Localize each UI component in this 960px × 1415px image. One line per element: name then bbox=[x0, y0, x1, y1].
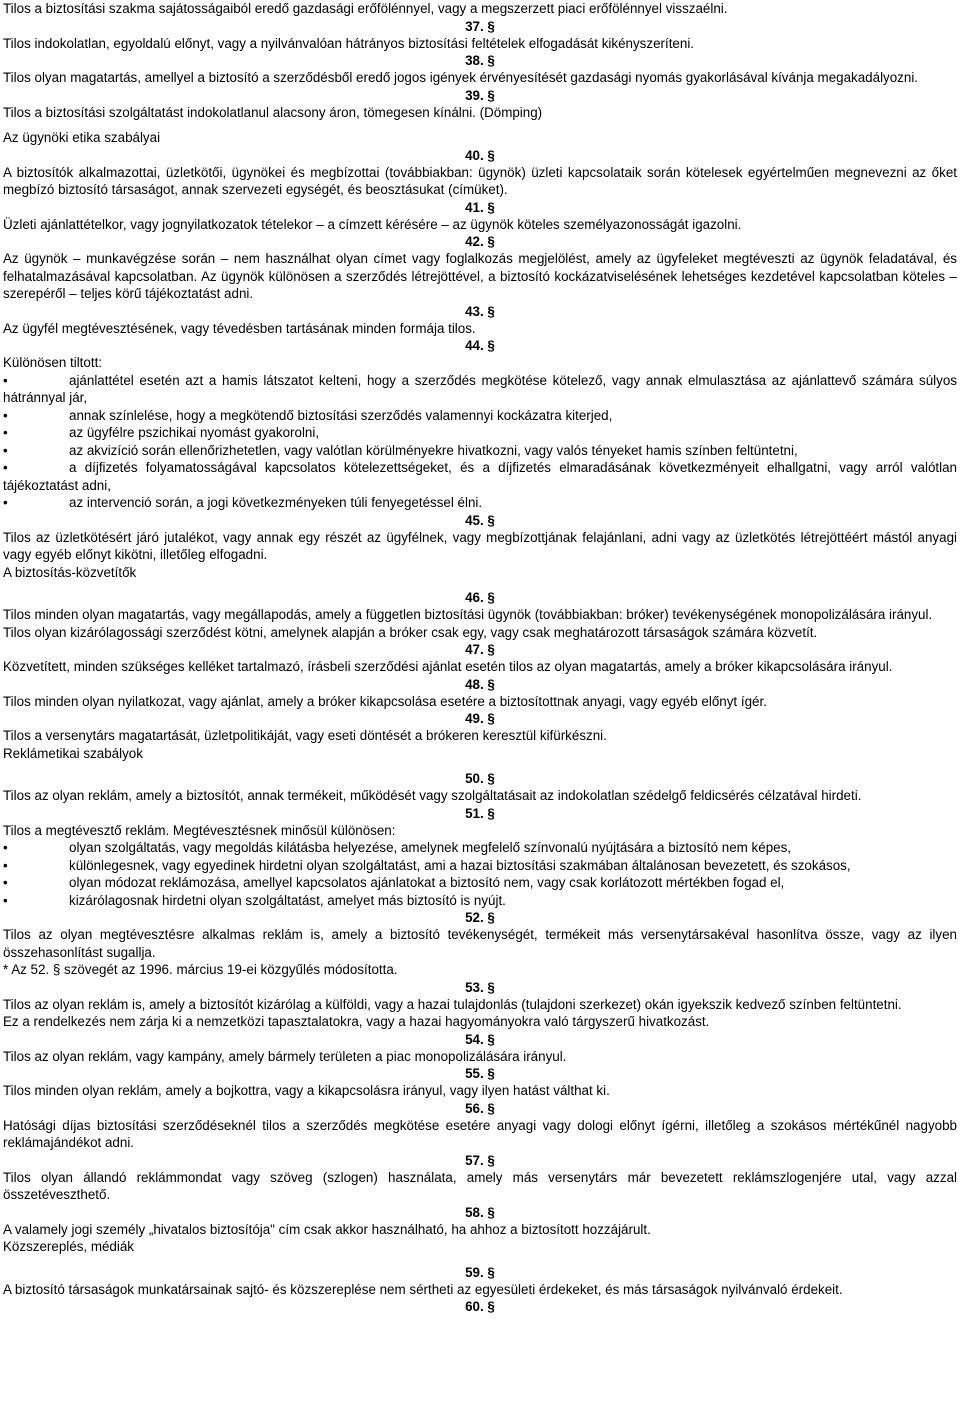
text: 59. § bbox=[465, 1264, 495, 1280]
section-number bbox=[3, 589, 957, 606]
paragraph bbox=[3, 320, 957, 338]
section-number bbox=[3, 1031, 957, 1048]
document-body bbox=[3, 0, 957, 1315]
text: 39. § bbox=[465, 87, 495, 103]
paragraph bbox=[3, 822, 957, 840]
text: Közszereplés, médiák bbox=[3, 1239, 134, 1254]
text: Tilos olyan állandó reklámmondat vagy szöveg (szlogen) használata, amely más versenytárs már bevezetett reklámszlogenjére utal, vagy azzal összetéveszthető. bbox=[3, 1169, 957, 1202]
bullet-icon: • bbox=[3, 840, 8, 855]
text: különlegesnek, vagy egyedinek hirdetni olyan szolgáltatást, ami a hazai biztosítási szakmában általánosan bevezetett, és szokásos, bbox=[69, 857, 851, 873]
paragraph bbox=[3, 529, 957, 564]
text: Tilos az üzletkötésért járó jutalékot, vagy annak egy részét az ügyfélnek, vagy megbízottjának felajánlani, adni vagy az üzletkötés létrejöttéért mástól anyagi vagy egyéb előnyt kikötni, illetőleg elfogadni. bbox=[3, 529, 957, 562]
bullet-item bbox=[3, 424, 957, 442]
text: Közvetített, minden szükséges kelléket tartalmazó, írásbeli szerződési ajánlat esetén tilos az olyan magatartás, amely a bróker kikapcsolására irányul. bbox=[3, 659, 893, 674]
paragraph bbox=[3, 961, 957, 979]
section-number bbox=[3, 1298, 957, 1315]
bullet-icon: • bbox=[3, 892, 8, 908]
section-number bbox=[3, 805, 957, 822]
text: Tilos a megtévesztő reklám. Megtévesztésnek minősül különösen: bbox=[3, 822, 396, 838]
section-number bbox=[3, 147, 957, 164]
section-number bbox=[3, 1264, 957, 1281]
paragraph bbox=[3, 354, 957, 372]
bullet-icon: • bbox=[3, 442, 8, 458]
text: Tilos az olyan reklám is, amely a biztosítót kizárólag a külföldi, vagy a hazai tulajdonlás (tulajdoni szerkezet) okán igyekszik kedvező színben feltüntetni. bbox=[3, 996, 902, 1012]
text: * Az 52. § szövegét az 1996. március 19-ei közgyűlés módosította. bbox=[3, 962, 398, 977]
bullet-icon: • bbox=[3, 857, 8, 873]
paragraph bbox=[3, 1221, 957, 1239]
text: annak színlelése, hogy a megkötendő biztosítási szerződés valamennyi kockázatra kiterjed, bbox=[69, 407, 613, 423]
section-heading bbox=[3, 129, 957, 147]
paragraph bbox=[3, 996, 957, 1014]
text: A biztosító társaságok munkatársainak sajtó- és közszereplése nem sértheti az egyesületi érdekeket, és más társaságok nyilvánvaló érdekeit. bbox=[3, 1281, 843, 1297]
text: 58. § bbox=[465, 1204, 495, 1220]
text: Tilos a versenytárs magatartását, üzletpolitikáját, vagy eseti döntését a brókeren keresztül kifürkészni. bbox=[3, 728, 607, 743]
bullet-item bbox=[3, 442, 957, 460]
section-number bbox=[3, 18, 957, 35]
section-number bbox=[3, 52, 957, 69]
text: 45. § bbox=[465, 512, 495, 528]
section-number bbox=[3, 770, 957, 787]
section-number bbox=[3, 1100, 957, 1117]
text: ajánlattétel esetén azt a hamis látszatot kelteni, hogy a szerződés megkötése kötelező, vagy annak elmulasztása az ajánlattevő számára súlyos hátránnyal jár, bbox=[3, 372, 957, 405]
section-number bbox=[3, 87, 957, 104]
text: Reklámetikai szabályok bbox=[3, 745, 143, 761]
text: Tilos minden olyan magatartás, vagy megállapodás, amely a független biztosítási ügynök (továbbiakban: bróker) tevékenységének monopolizálására irányul. bbox=[3, 607, 933, 622]
text: Hatósági díjas biztosítási szerződéseknél tilos a szerződés megkötése esetére anyagi vagy dologi előnyt ígérni, illetőleg a szokásos mértékűnél nagyobb reklámajándékot adni. bbox=[3, 1117, 957, 1150]
bullet-icon: • bbox=[3, 372, 8, 388]
paragraph bbox=[3, 787, 957, 805]
text: 56. § bbox=[465, 1100, 495, 1116]
text: az akvizíció során ellenőrizhetetlen, vagy valótlan körülményekre hivatkozni, vagy valós tényeket hamis színben feltüntetni, bbox=[69, 442, 798, 458]
paragraph bbox=[3, 1013, 957, 1031]
bullet-item bbox=[3, 857, 957, 875]
paragraph bbox=[3, 606, 957, 624]
bullet-icon: • bbox=[3, 460, 8, 475]
text: 50. § bbox=[465, 771, 495, 786]
text: 55. § bbox=[465, 1066, 495, 1081]
text: Az ügynöki etika szabályai bbox=[3, 130, 161, 145]
text: Tilos a biztosítási szakma sajátosságaiból eredő gazdasági erőfölénnyel, vagy a megszerzett piaci erőfölénnyel visszaélni. bbox=[3, 1, 728, 16]
bullet-icon: • bbox=[3, 875, 8, 890]
bullet-item bbox=[3, 874, 957, 892]
section-heading bbox=[3, 745, 957, 763]
text: a díjfizetés folyamatosságával kapcsolatos kötelezettségeket, és a díjfizetés elmaradásának következményeit elhallgatni, vagy arról valótlan tájékoztatást adni, bbox=[3, 460, 957, 493]
text: 53. § bbox=[465, 979, 495, 995]
text: 40. § bbox=[465, 147, 495, 163]
text: olyan módozat reklámozása, amellyel kapcsolatos ajánlatokat a biztosító nem, vagy csak korlátozott mértékben fogad el, bbox=[69, 875, 785, 890]
paragraph bbox=[3, 1169, 957, 1204]
paragraph bbox=[3, 926, 957, 961]
text: Tilos indokolatlan, egyoldalú előnyt, vagy a nyilvánvalóan hátrányos biztosítási feltételek elfogadását kikényszeríteni. bbox=[3, 35, 695, 51]
paragraph bbox=[3, 1117, 957, 1152]
section-number bbox=[3, 1065, 957, 1082]
paragraph bbox=[3, 69, 957, 87]
text: 41. § bbox=[465, 199, 495, 215]
text: Tilos minden olyan reklám, amely a bojkottra, vagy a kikapcsolásra irányul, vagy ilyen hatást válthat ki. bbox=[3, 1083, 610, 1098]
section-number bbox=[3, 512, 957, 529]
text: 43. § bbox=[465, 303, 495, 319]
text: 51. § bbox=[465, 805, 495, 821]
section-number bbox=[3, 1152, 957, 1169]
bullet-item bbox=[3, 494, 957, 512]
paragraph bbox=[3, 216, 957, 234]
bullet-item bbox=[3, 459, 957, 494]
section-heading bbox=[3, 564, 957, 582]
bullet-icon: • bbox=[3, 425, 8, 440]
text: 46. § bbox=[465, 590, 495, 605]
text: Az ügyfél megtévesztésének, vagy tévedésben tartásának minden formája tilos. bbox=[3, 320, 476, 336]
section-number bbox=[3, 909, 957, 926]
bullet-item bbox=[3, 839, 957, 857]
text: Tilos olyan kizárólagossági szerződést kötni, amelynek alapján a bróker csak egy, vagy csak meghatározott társaságok számára közvetít. bbox=[3, 624, 818, 640]
text: Ez a rendelkezés nem zárja ki a nemzetközi tapasztalatokra, vagy a hazai hagyományokra való tárgyszerű hivatkozást. bbox=[3, 1014, 710, 1029]
paragraph bbox=[3, 104, 957, 122]
text: az intervenció során, a jogi következményeken túli fenyegetéssel élni. bbox=[69, 495, 483, 510]
section-number bbox=[3, 303, 957, 320]
text: 49. § bbox=[465, 711, 495, 726]
paragraph bbox=[3, 1281, 957, 1299]
text: Tilos minden olyan nyilatkozat, vagy ajánlat, amely a bróker kikapcsolása esetére a biztosítottnak anyagi, vagy egyéb előnyt ígér. bbox=[3, 693, 767, 709]
paragraph bbox=[3, 727, 957, 745]
paragraph bbox=[3, 624, 957, 642]
text: az ügyfélre pszichikai nyomást gyakorolni, bbox=[69, 425, 320, 440]
section-heading bbox=[3, 1238, 957, 1256]
paragraph bbox=[3, 164, 957, 199]
text: 48. § bbox=[465, 676, 495, 692]
text: A biztosítás-közvetítők bbox=[3, 564, 137, 580]
text: kizárólagosnak hirdetni olyan szolgáltatást, amelyet más biztosító is nyújt. bbox=[69, 892, 506, 908]
text: Tilos a biztosítási szolgáltatást indokolatlanul alacsony áron, tömegesen kínálni. (Dömping) bbox=[3, 104, 543, 120]
section-number bbox=[3, 1204, 957, 1221]
paragraph bbox=[3, 1048, 957, 1066]
text: Különösen tiltott: bbox=[3, 355, 103, 370]
text: Tilos az olyan megtévesztésre alkalmas reklám is, amely a biztosító tevékenységét, termékeit más versenytársakéval hasonlítva össze, vagy az ilyen összehasonlítást sugallja. bbox=[3, 927, 957, 960]
bullet-item bbox=[3, 407, 957, 425]
text: olyan szolgáltatás, vagy megoldás kilátásba helyezése, amelynek megfelelő színvonalú nyújtására a biztosító nem képes, bbox=[69, 840, 792, 855]
section-number bbox=[3, 676, 957, 693]
text: Tilos az olyan reklám, vagy kampány, amely bármely területen a piac monopolizálására irányul. bbox=[3, 1048, 567, 1064]
bullet-item bbox=[3, 892, 957, 910]
section-number bbox=[3, 641, 957, 658]
paragraph bbox=[3, 0, 957, 18]
paragraph bbox=[3, 1082, 957, 1100]
section-number bbox=[3, 233, 957, 250]
section-number bbox=[3, 199, 957, 216]
bullet-item bbox=[3, 372, 957, 407]
text: 44. § bbox=[465, 338, 495, 353]
bullet-icon: • bbox=[3, 407, 8, 423]
text: 52. § bbox=[465, 910, 495, 925]
text: Tilos az olyan reklám, amely a biztosítót, annak termékeit, működését vagy szolgáltatásait az indokolatlan szédelgő feldicsérés célzatával hirdeti. bbox=[3, 788, 862, 803]
text: A biztosítók alkalmazottai, üzletkötői, ügynökei és megbízottai (továbbiakban: ügynök) üzleti kapcsolataik során kötelesek egyértelműen megnevezni az őket megbízó biztosító társaságot, annak szervezeti egységét, és beosztásukat (címüket). bbox=[3, 164, 957, 197]
text: A valamely jogi személy „hivatalos biztosítója" cím csak akkor használható, ha ahhoz a biztosított hozzájárult. bbox=[3, 1221, 651, 1237]
paragraph bbox=[3, 35, 957, 53]
paragraph bbox=[3, 658, 957, 676]
text: Tilos olyan magatartás, amellyel a biztosító a szerződésből eredő jogos igények érvényesítését gazdasági nyomás gyakorlásával kívánja megakadályozni. bbox=[3, 70, 919, 85]
text: 47. § bbox=[465, 642, 495, 657]
text: 60. § bbox=[465, 1299, 495, 1314]
paragraph bbox=[3, 693, 957, 711]
text: 57. § bbox=[465, 1152, 495, 1168]
text: Üzleti ajánlattételkor, vagy jognyilatkozatok tételekor – a címzett kérésére – az ügynök köteles személyazonosságát igazolni. bbox=[3, 216, 742, 232]
bullet-icon: • bbox=[3, 495, 8, 510]
text: 37. § bbox=[465, 18, 495, 34]
section-number bbox=[3, 710, 957, 727]
paragraph bbox=[3, 250, 957, 303]
section-number bbox=[3, 337, 957, 354]
text: 42. § bbox=[465, 234, 495, 249]
section-number bbox=[3, 979, 957, 996]
text: 54. § bbox=[465, 1031, 495, 1047]
text: 38. § bbox=[465, 53, 495, 68]
text: Az ügynök – munkavégzése során – nem használhat olyan címet vagy foglalkozás megjelölést, amely az ügyfeleket megtéveszti az ügynök feladatával, és felhatalmazásával kapcsolatban. Az ügynök különösen a szerződés létrejöttével, a biztosító kockázatviselésének lehetséges kezdetével kapcsolatban köteles – szerepéről – teljes körű tájékoztatást adni. bbox=[3, 251, 957, 301]
